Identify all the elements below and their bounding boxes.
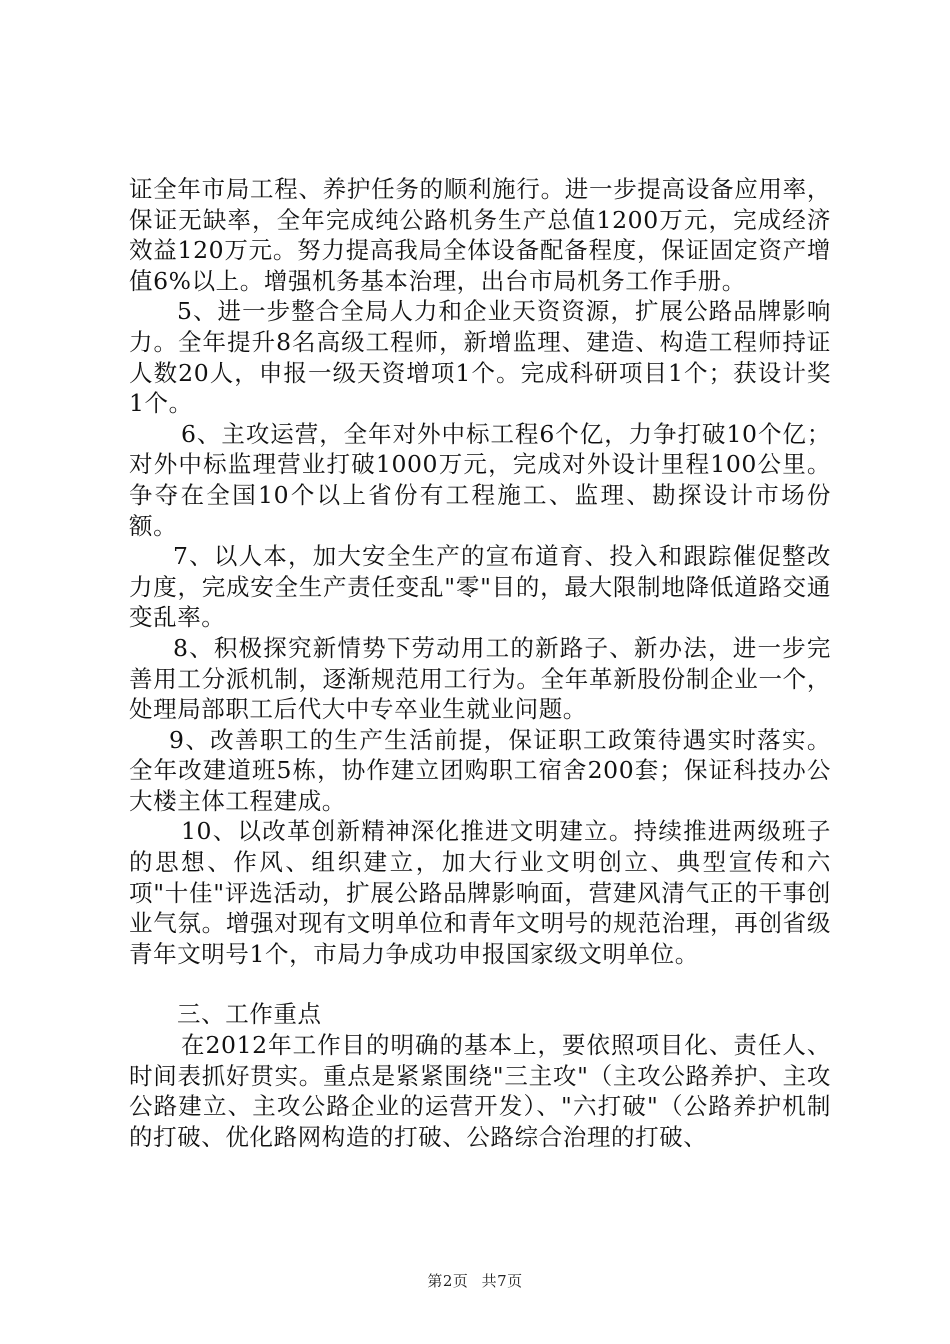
paragraph-item-7: 7、以人本，加大安全生产的宣布道育、投入和跟踪催促整改力度，完成安全生产责任变乱"零"目的，最大限制地降低道路交通变乱率。 — [129, 542, 831, 632]
paragraph-item-8: 8、积极探究新情势下劳动用工的新路子、新办法，进一步完善用工分派机制，逐渐规范用工行为。全年革新股份制企业一个，处理局部职工后代大中专卒业生就业问题。 — [129, 633, 831, 724]
section-heading-work-focus: 三、工作重点 — [177, 1000, 322, 1029]
paragraph-item-5: 5、进一步整合全局人力和企业天资资源，扩展公路品牌影响力。全年提升8名高级工程师，新增监理、建造、构造工程师持证人数20人，申报一级天资增项1个。完成科研项目1个；获设计奖1个。 — [129, 297, 831, 418]
paragraph-item-10: 10、以改革创新精神深化推进文明建立。持续推进两级班子的思想、作风、组织建立，加大行业文明创立、典型宣传和六项"十佳"评选活动，扩展公路品牌影响面，营建风清气正的干事创业气氛。增强对现有文明单位和青年文明号的规范治理，再创省级青年文明号1个，市局力争成功申报国家级文明单位。 — [129, 817, 831, 968]
paragraph-equipment-continued: 证全年市局工程、养护任务的顺利施行。进一步提高设备应用率，保证无缺率，全年完成纯公路机务生产总值1200万元，完成经济效益120万元。努力提高我局全体设备配备程度，保证固定资产增值6%以上。增强机务基本治理，出台市局机务工作手册。 — [129, 175, 831, 295]
page-total: 共7页 — [481, 1272, 523, 1290]
section-gap — [129, 969, 831, 999]
paragraph-item-9: 9、改善职工的生产生活前提，保证职工政策待遇实时落实。全年改建道班5栋，协作建立团购职工宿舍200套；保证科技办公大楼主体工程建成。 — [129, 725, 831, 815]
page-footer — [0, 1270, 950, 1291]
paragraph-work-focus: 在2012年工作目的明确的基本上，要依照项目化、责任人、时间表抓好贯实。重点是紧紧围绕"三主攻"（主攻公路养护、主攻公路建立、主攻公路企业的运营开发）、"六打破"（公路养护机制的打破、优化路网构造的打破、公路综合治理的打破、 — [129, 1031, 831, 1151]
paragraph-item-6: 6、主攻运营，全年对外中标工程6个亿，力争打破10个亿；对外中标监理营业打破1000万元，完成对外设计里程100公里。争夺在全国10个以上省份有工程施工、监理、勘探设计市场份额。 — [129, 419, 831, 540]
document-body — [129, 174, 831, 1152]
page-number: 第2页 — [427, 1272, 469, 1290]
